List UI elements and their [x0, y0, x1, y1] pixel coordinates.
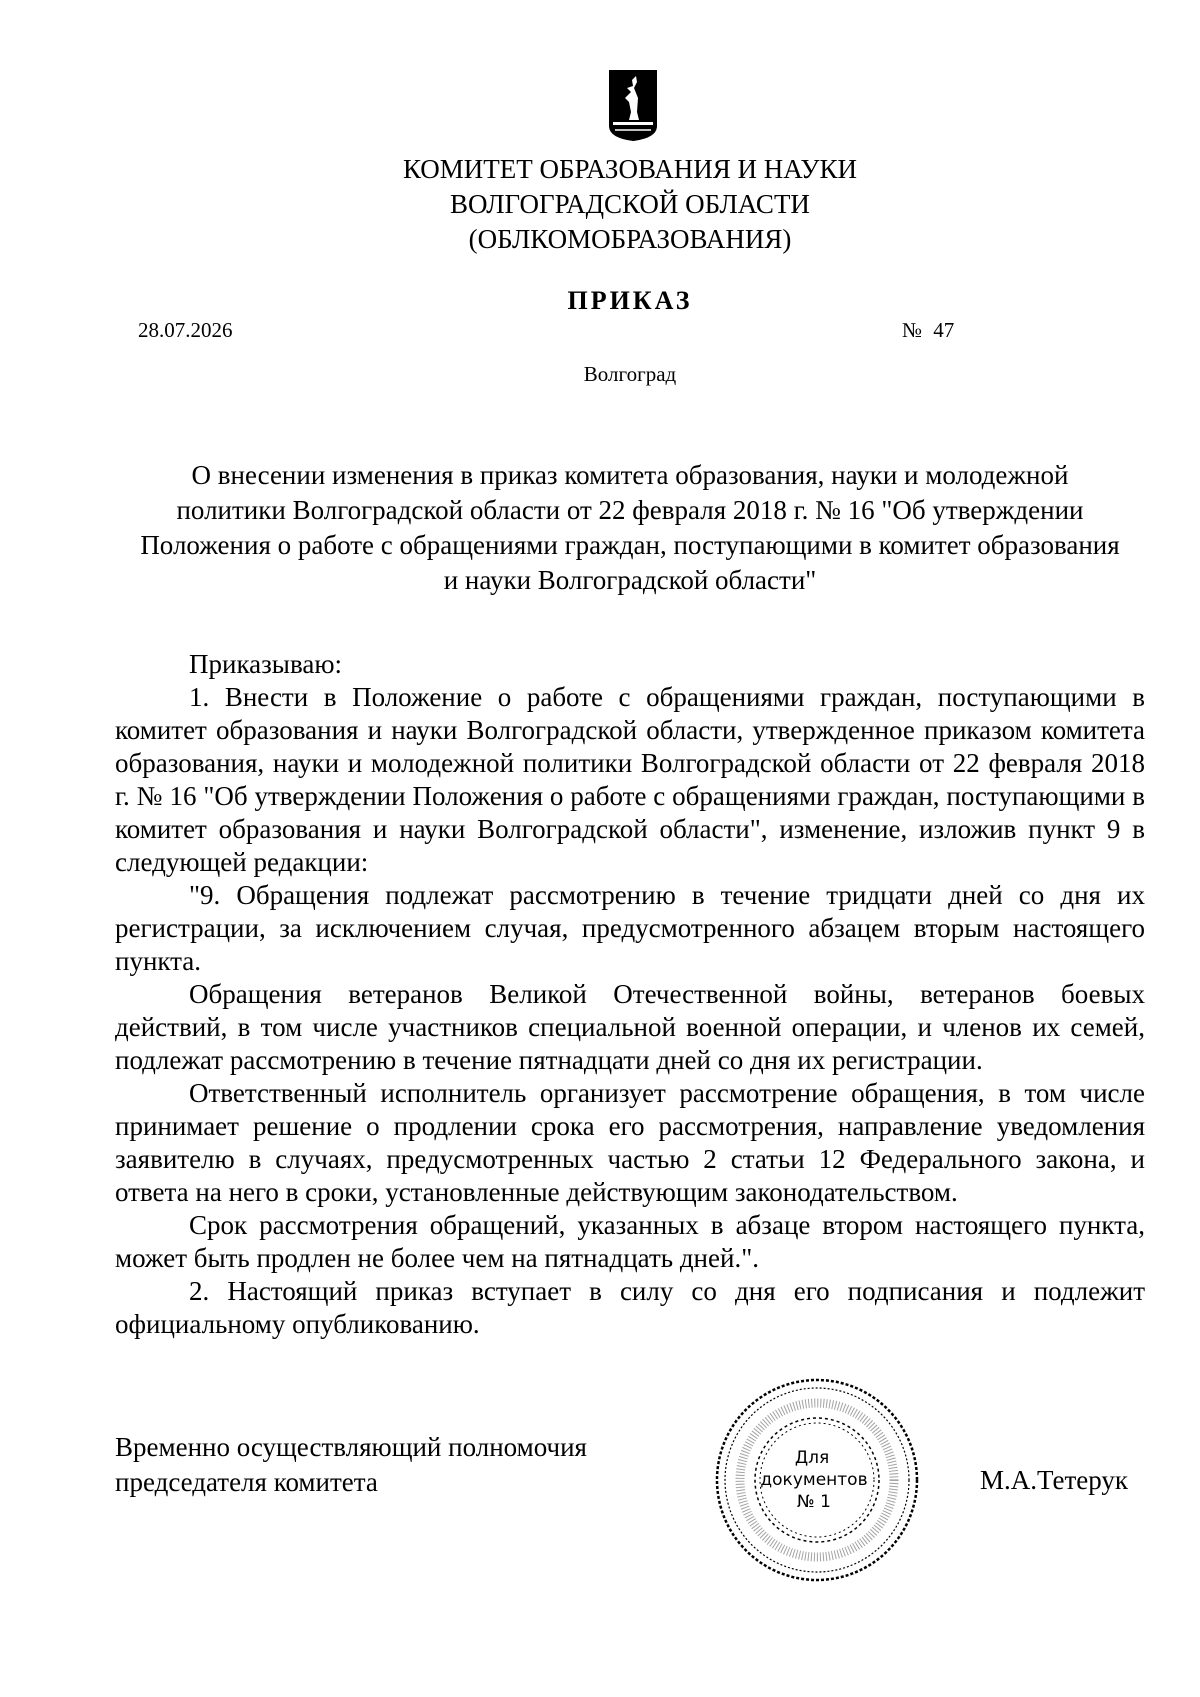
body-paragraph: Срок рассмотрения обращений, указанных в абзаце втором настоящего пункта, может быть продлен не более чем на пятнадцать дней.". — [115, 1210, 1145, 1273]
subject-line: политики Волгоградской области от 22 февраля 2018 г. № 16 "Об утверждении — [176, 495, 1084, 525]
subject-line: Положения о работе с обращениями граждан, поступающими в комитет образования — [140, 530, 1120, 560]
body-paragraph: 2. Настоящий приказ вступает в силу со дня его подписания и подлежит официальному опубликованию. — [115, 1276, 1145, 1339]
organization-line: КОМИТЕТ ОБРАЗОВАНИЯ И НАУКИ — [402, 154, 858, 184]
organization-line: ВОЛГОГРАДСКОЙ ОБЛАСТИ — [450, 189, 810, 219]
subject-line: О внесении изменения в приказ комитета образования, науки и молодежной — [191, 460, 1069, 490]
body-paragraph: "9. Обращения подлежат рассмотрению в течение тридцати дней со дня их регистрации, за исключением случая, предусмотренного абзацем вторым настоящего пункта. — [115, 880, 1145, 976]
stamp-center-line: № 1 — [797, 1492, 831, 1512]
stamp-center-line: Для — [794, 1448, 830, 1468]
document-number: № 47 — [902, 318, 955, 342]
coat-of-arms-emblem — [607, 68, 659, 143]
document-body — [115, 648, 1145, 1341]
signer-name: М.А.Тетерук — [980, 1465, 1128, 1495]
signer-position — [115, 1430, 587, 1500]
body-paragraph: 1. Внести в Положение о работе с обращениями граждан, поступающими в комитет образования и науки Волгоградской области, утвержденное приказом комитета образования, науки и молодежной политики Волгоградской области от 22 февраля 2018 г. № 16 "Об утверждении Положения о работе с обращениями граждан, поступающими в комитет образования и науки Волгоградской области", изменение, изложив пункт 9 в следующей редакции: — [115, 682, 1145, 877]
document-date: 28.07.2026 — [138, 318, 233, 342]
subject-line: и науки Волгоградской области" — [443, 565, 817, 595]
body-paragraph: Ответственный исполнитель организует рассмотрение обращения, в том числе принимает решение о продлении срока его рассмотрения, направление уведомления заявителю в случаях, предусмотренных частью 2 статьи 12 Федерального закона, и ответа на него в сроки, установленные действующим законодательством. — [115, 1078, 1145, 1207]
signer-position-line: председателя комитета — [115, 1467, 378, 1497]
document-city: Волгоград — [583, 362, 677, 386]
document-type-title: ПРИКАЗ — [567, 286, 693, 315]
body-intro: Приказываю: — [189, 649, 342, 679]
organization-header — [0, 152, 1200, 257]
stamp-center-line: документов — [760, 1470, 868, 1490]
signer-position-line: Временно осуществляющий полномочия — [115, 1432, 587, 1462]
official-stamp — [712, 1375, 922, 1585]
document-subject — [115, 458, 1145, 598]
body-paragraph: Обращения ветеранов Великой Отечественной войны, ветеранов боевых действий, в том числе участников специальной военной операции, и членов их семей, подлежат рассмотрению в течение пятнадцати дней со дня их регистрации. — [115, 979, 1145, 1075]
organization-line: (ОБЛКОМОБРАЗОВАНИЯ) — [468, 224, 792, 254]
